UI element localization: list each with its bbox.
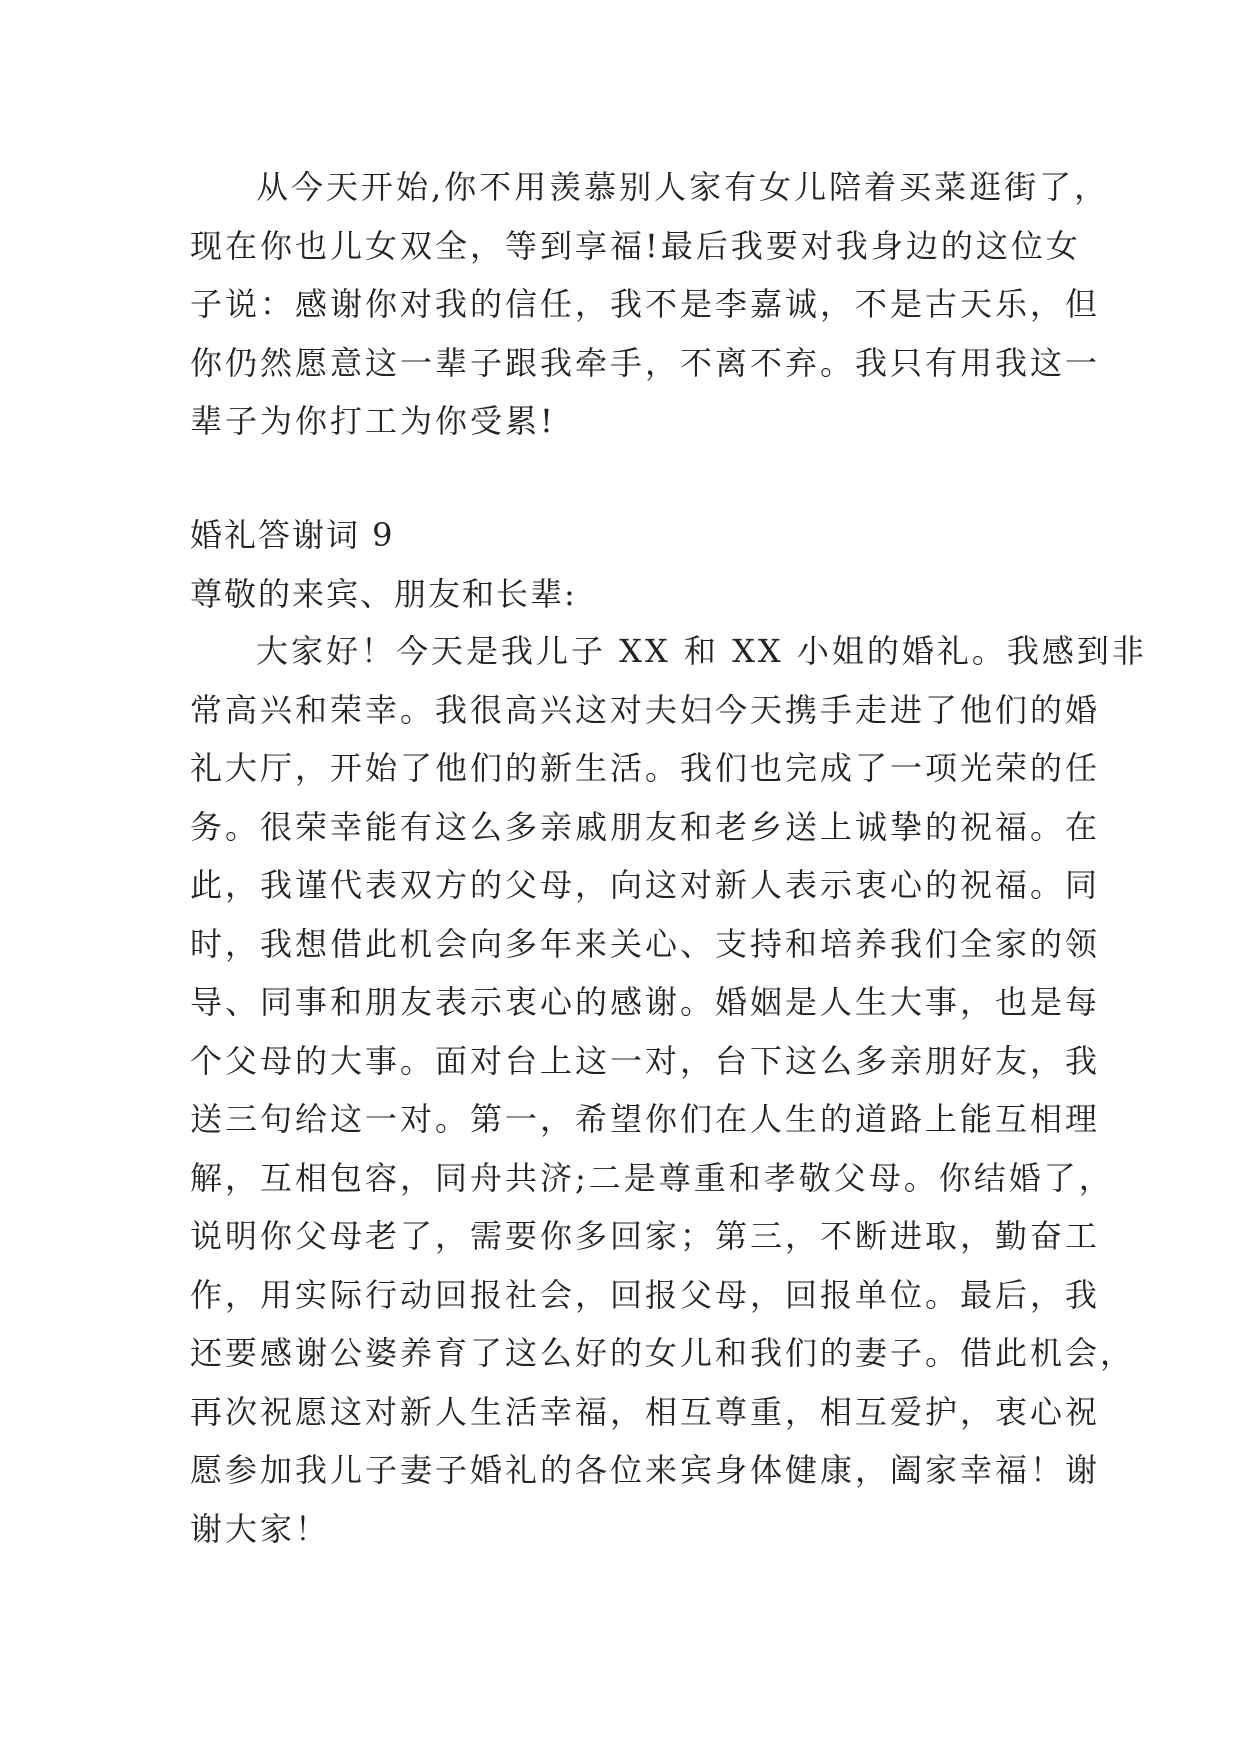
text-line: 个父母的大事。面对台上这一对，台下这么多亲朋好友，我: [190, 1041, 1101, 1080]
text-line: 大家好！今天是我儿子 XX 和 XX 小姐的婚礼。我感到非: [256, 632, 1147, 670]
text-line: 导、同事和朋友表示衷心的感谢。婚姻是人生大事，也是每: [190, 983, 1101, 1021]
text-line: 子说：感谢你对我的信任，我不是李嘉诚，不是古天乐，但: [190, 285, 1101, 323]
text-line: 务。很荣幸能有这么多亲戚朋友和老乡送上诚挚的祝福。在: [190, 807, 1101, 846]
text-line: 作，用实际行动回报社会，回报父母，回报单位。最后，我: [190, 1275, 1101, 1314]
text-line: 你仍然愿意这一辈子跟我牵手，不离不弃。我只有用我这一: [190, 343, 1101, 382]
text-line: 送三句给这一对。第一，希望你们在人生的道路上能互相理: [190, 1100, 1101, 1138]
text-line: 礼大厅，开始了他们的新生活。我们也完成了一项光荣的任: [190, 749, 1101, 787]
text-line: 还要感谢公婆养育了这么好的女儿和我们的妻子。借此机会，: [190, 1334, 1136, 1372]
text-line: 辈子为你打工为你受累!: [190, 402, 556, 440]
text-line: 再次祝愿这对新人生活幸福，相互尊重，相互爱护，衷心祝: [190, 1392, 1101, 1431]
text-line: 时，我想借此机会向多年来关心、支持和培养我们全家的领: [190, 924, 1101, 963]
text-line: 现在你也儿女双全，等到享福!最后我要对我身边的这位女: [190, 226, 1081, 265]
text-line: 常高兴和荣幸。我很高兴这对夫妇今天携手走进了他们的婚: [190, 690, 1101, 729]
text-line: 此，我谨代表双方的父母，向这对新人表示衷心的祝福。同: [190, 866, 1101, 904]
paragraph-continuation: [190, 158, 1110, 451]
section-header: [190, 506, 1070, 623]
salutation: 尊敬的来宾、朋友和长辈:: [190, 574, 577, 613]
text-line: 解，互相包容，同舟共济;二是尊重和孝敬父母。你结婚了，: [190, 1158, 1114, 1197]
text-line: 从今天开始,你不用羡慕别人家有女儿陪着买菜逛街了，: [256, 168, 1110, 206]
body-paragraph: [190, 622, 1147, 1558]
section-title: 婚礼答谢词 9: [190, 516, 395, 554]
text-line: 说明你父母老了，需要你多回家；第三，不断进取，勤奋工: [190, 1217, 1101, 1255]
text-line: 愿参加我儿子妻子婚礼的各位来宾身体健康，阖家幸福！谢: [190, 1451, 1101, 1489]
text-line: 谢大家！: [190, 1509, 331, 1548]
